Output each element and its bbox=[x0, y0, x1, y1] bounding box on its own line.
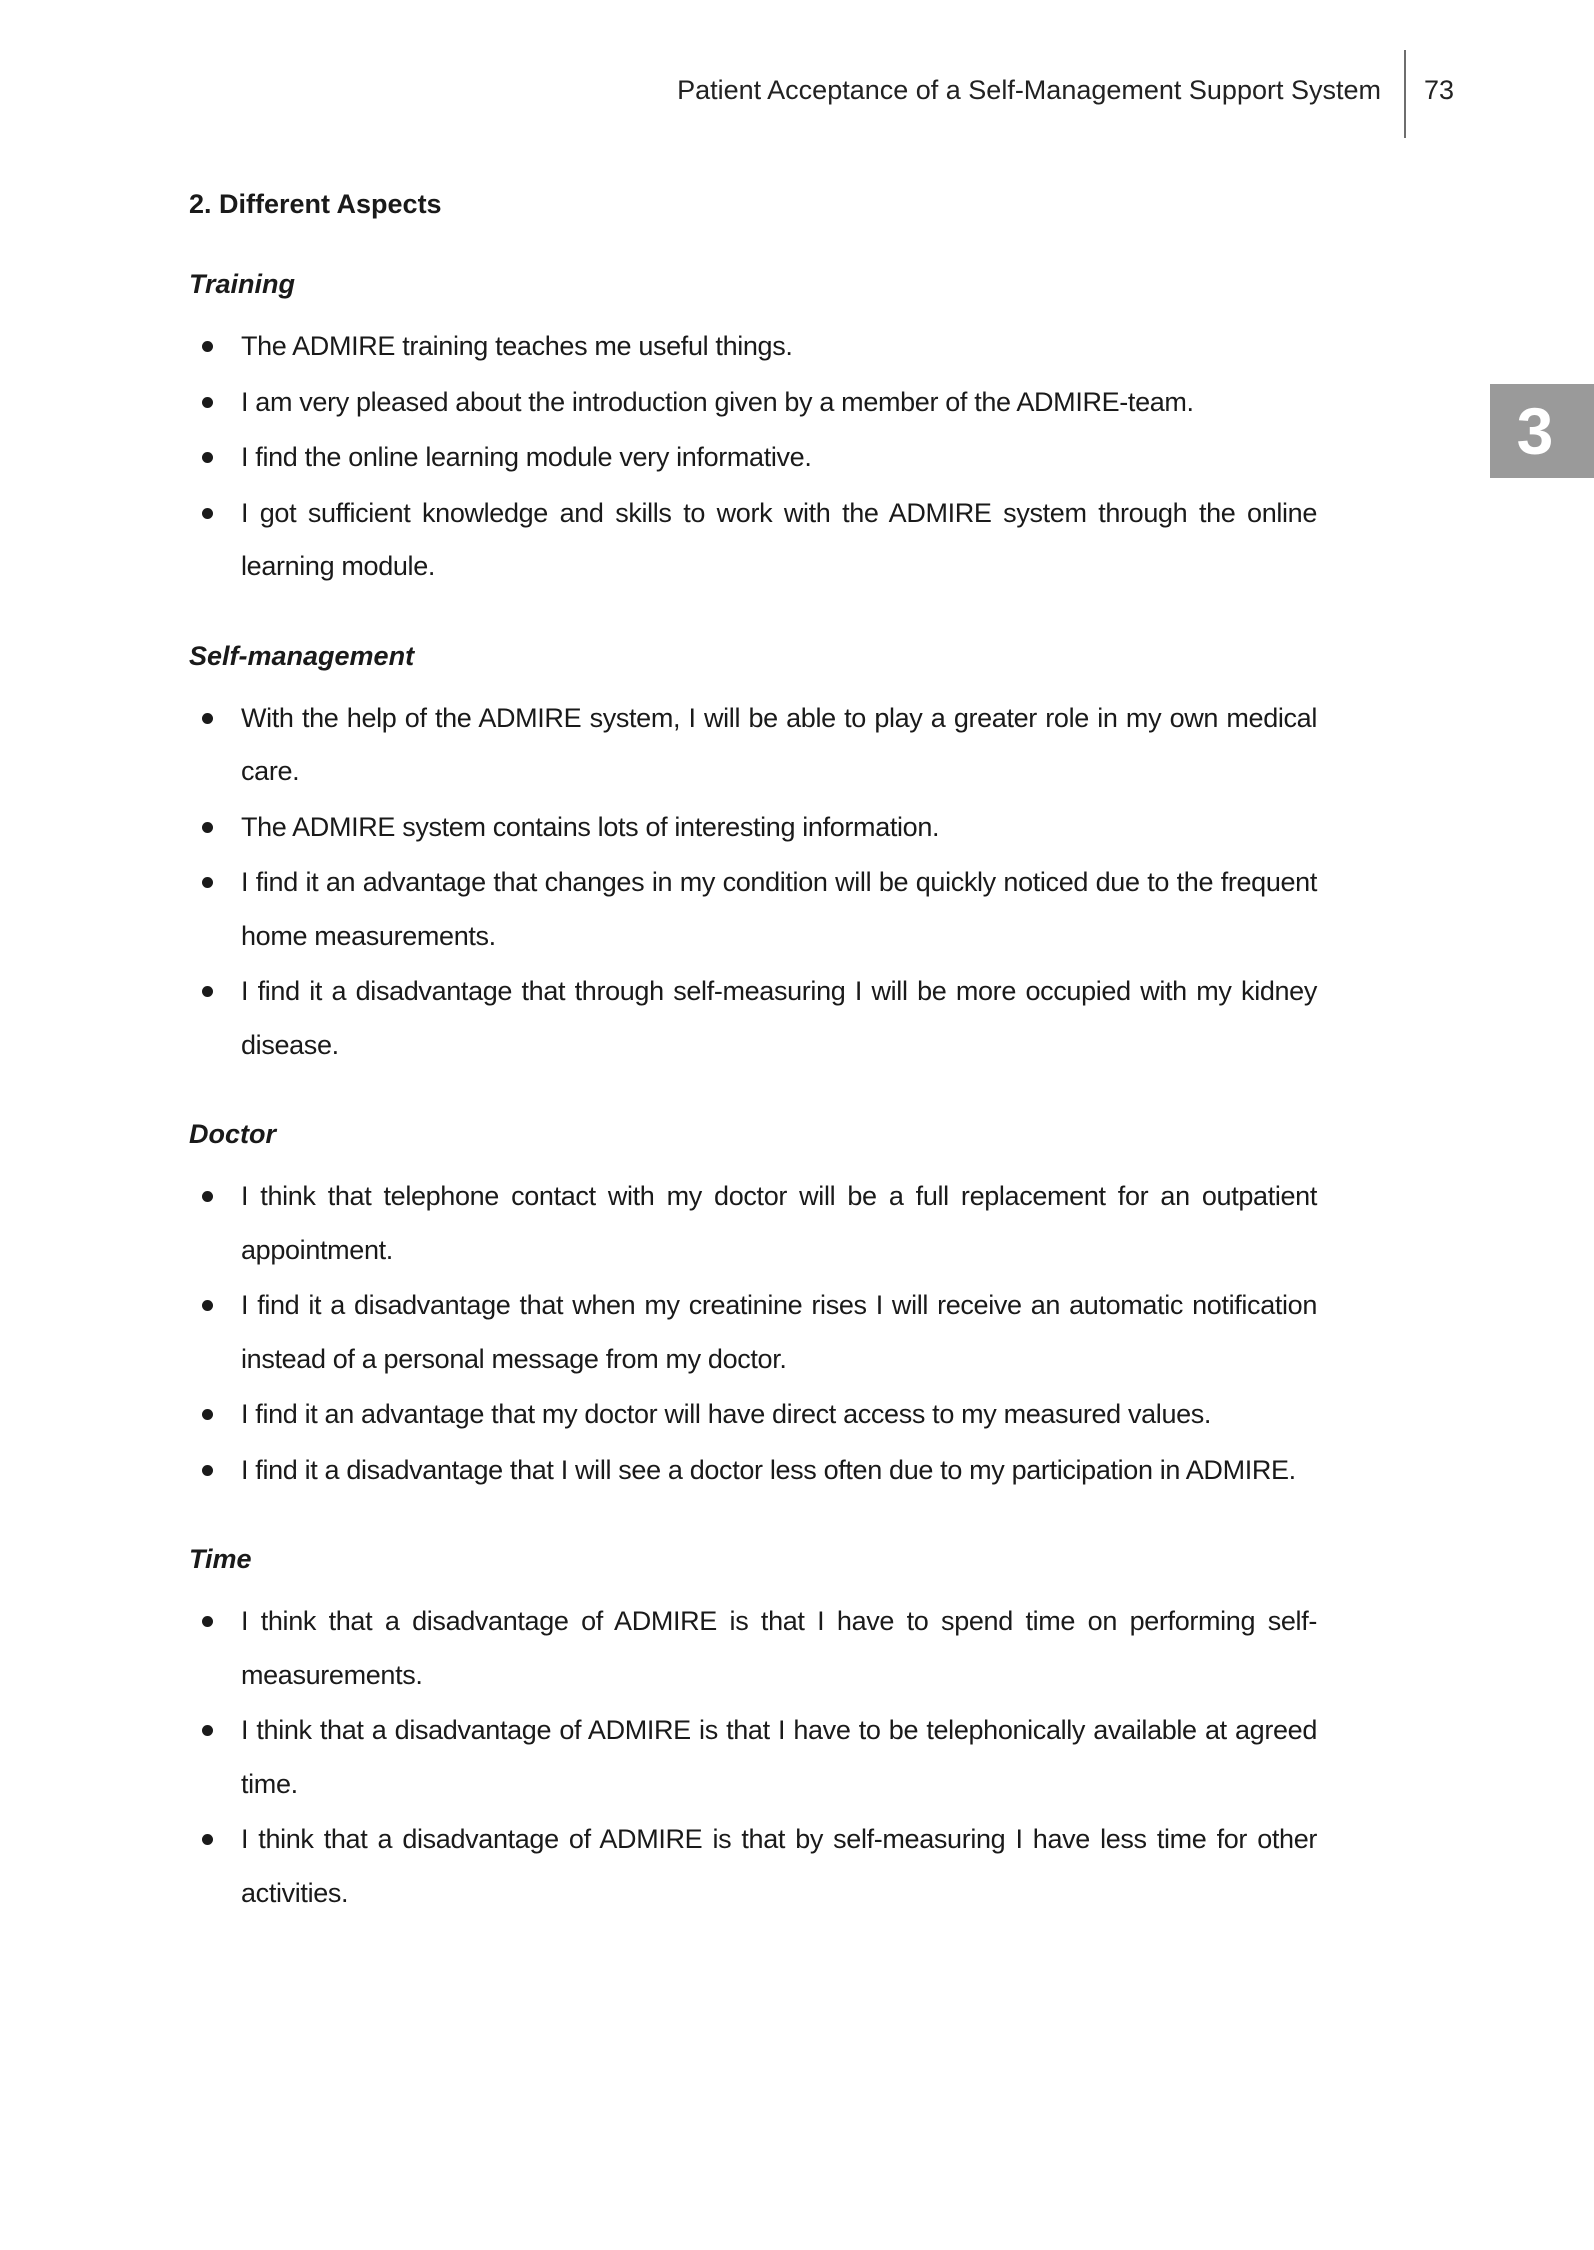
bullet-icon bbox=[202, 1409, 213, 1420]
list-item-text: I find the online learning module very informative. bbox=[241, 442, 812, 472]
bullet-icon bbox=[202, 397, 213, 408]
bullet-icon bbox=[202, 1300, 213, 1311]
subsection-heading-time: Time bbox=[189, 1544, 252, 1574]
running-header-title: Patient Acceptance of a Self-Management Support System bbox=[677, 75, 1381, 105]
bullet-icon bbox=[202, 1834, 213, 1845]
list-item bbox=[189, 801, 1317, 855]
list-item bbox=[189, 1704, 1317, 1811]
bullet-icon bbox=[202, 1616, 213, 1627]
page-content bbox=[189, 186, 1317, 1964]
list-item bbox=[189, 1595, 1317, 1702]
bullet-list-time bbox=[189, 1595, 1317, 1920]
bullet-icon bbox=[202, 452, 213, 463]
list-item bbox=[189, 1388, 1317, 1442]
bullet-icon bbox=[202, 508, 213, 519]
section-heading: 2. Different Aspects bbox=[189, 189, 442, 219]
subsection-heading-self-management: Self-management bbox=[189, 640, 415, 671]
list-item-text: I am very pleased about the introduction given by a member of the ADMIRE-team. bbox=[241, 386, 1194, 417]
list-item-text: I find it a disadvantage that through self-measuring I will be more occupied with my kidney disease. bbox=[241, 976, 1317, 1060]
bullet-list-doctor bbox=[189, 1170, 1317, 1497]
list-item bbox=[189, 1444, 1317, 1498]
bullet-icon bbox=[202, 1725, 213, 1736]
list-item-text: I got sufficient knowledge and skills to work with the ADMIRE system through the online learning module. bbox=[241, 497, 1317, 581]
list-item bbox=[189, 1813, 1317, 1920]
list-item bbox=[189, 1279, 1317, 1386]
bullet-icon bbox=[202, 822, 213, 833]
list-item-text: I think that a disadvantage of ADMIRE is that I have to be telephonically available at agreed time. bbox=[241, 1715, 1317, 1799]
list-item-text: The ADMIRE training teaches me useful things. bbox=[241, 331, 793, 361]
list-item bbox=[189, 965, 1317, 1072]
list-item bbox=[189, 1170, 1317, 1277]
list-item bbox=[189, 856, 1317, 963]
bullet-icon bbox=[202, 986, 213, 997]
bullet-list-training bbox=[189, 320, 1317, 594]
list-item-text: I find it a disadvantage that when my creatinine rises I will receive an automatic notification instead of a personal message from my doctor. bbox=[241, 1290, 1317, 1374]
list-item bbox=[189, 487, 1317, 594]
bullet-icon bbox=[202, 1465, 213, 1476]
list-item-text: I think that a disadvantage of ADMIRE is that I have to spend time on performing self-measurements. bbox=[241, 1606, 1317, 1690]
list-item-text: I find it a disadvantage that I will see a doctor less often due to my participation in ADMIRE. bbox=[241, 1454, 1296, 1485]
bullet-icon bbox=[202, 877, 213, 888]
list-item bbox=[189, 692, 1317, 799]
chapter-tab: 3 bbox=[1490, 384, 1594, 478]
page-number: 73 bbox=[1424, 75, 1455, 105]
list-item bbox=[189, 431, 1317, 485]
bullet-icon bbox=[202, 713, 213, 724]
list-item bbox=[189, 376, 1317, 430]
list-item-text: With the help of the ADMIRE system, I will be able to play a greater role in my own medical care. bbox=[241, 702, 1317, 786]
bullet-icon bbox=[202, 1191, 213, 1202]
list-item-text: I find it an advantage that changes in my condition will be quickly noticed due to the frequent home measurements. bbox=[241, 867, 1317, 951]
list-item-text: I think that telephone contact with my doctor will be a full replacement for an outpatient appointment. bbox=[241, 1181, 1317, 1265]
bullet-list-self-management bbox=[189, 692, 1317, 1073]
header-divider bbox=[1404, 50, 1406, 138]
list-item-text: The ADMIRE system contains lots of interesting information. bbox=[241, 811, 940, 842]
list-item-text: I find it an advantage that my doctor will have direct access to my measured values. bbox=[241, 1399, 1212, 1429]
subsection-heading-doctor: Doctor bbox=[189, 1119, 276, 1149]
list-item bbox=[189, 320, 1317, 374]
list-item-text: I think that a disadvantage of ADMIRE is that by self-measuring I have less time for other activities. bbox=[241, 1824, 1317, 1908]
bullet-icon bbox=[202, 341, 213, 352]
subsection-heading-training: Training bbox=[189, 269, 296, 299]
